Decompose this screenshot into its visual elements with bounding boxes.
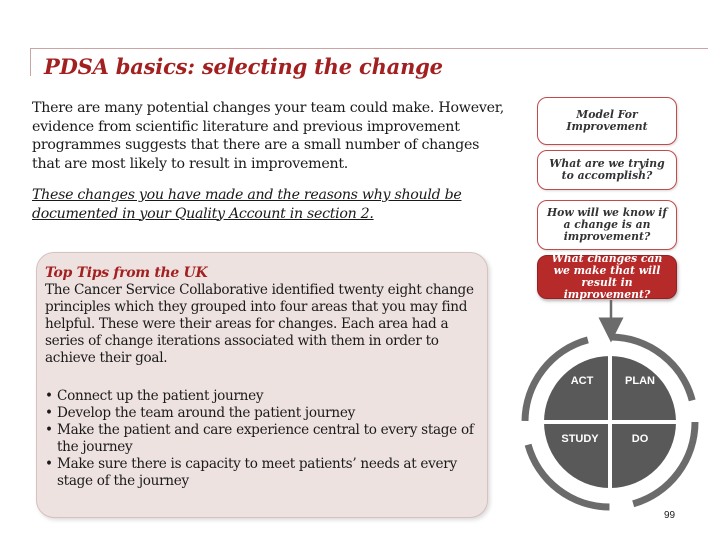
question-change: What changes can we make that will result in improvement? — [551, 252, 663, 301]
page-title: PDSA basics: selecting the change — [44, 54, 443, 79]
title-rule-left — [30, 48, 31, 76]
list-item: • Make sure there is capacity to meet patients’ needs at every stage of the journey — [45, 456, 479, 490]
intro-paragraph: There are many potential changes your team could make. However, evidence from scientific literature and previous improvement programmes suggests that there are a small number of changes that are most likely to result in improvement. — [32, 100, 504, 172]
question-change-box — [537, 252, 677, 301]
quality-account-note: These changes you have made and the reasons why should be documented in your Quality Account in section 2. — [32, 187, 462, 222]
question-aim: What are we trying to accomplish? — [549, 157, 665, 182]
cycle-plan-label: PLAN — [625, 375, 655, 387]
list-item: • Connect up the patient journey — [45, 388, 479, 405]
cycle-study-label: STUDY — [561, 433, 599, 445]
page-number: 99 — [664, 510, 676, 521]
pdsa-cycle-diagram — [510, 296, 710, 516]
question-aim-box — [537, 150, 677, 190]
cycle-do-label: DO — [631, 433, 649, 445]
model-heading: Model For Improvement — [566, 108, 648, 133]
question-measure: How will we know if a change is an improvement? — [546, 206, 668, 243]
model-heading-box — [537, 97, 677, 145]
title-rule — [30, 48, 708, 49]
change-areas-list — [45, 388, 479, 490]
cycle-act-label: ACT — [570, 375, 594, 387]
list-item: • Make the patient and care experience central to every stage of the journey — [45, 422, 479, 456]
top-tips-panel — [36, 252, 488, 518]
top-tips-body: The Cancer Service Collaborative identified twenty eight change principles which they grouped into four areas that you may find helpful. These were their areas for changes. Each area had a series of change iterations associated with them in order to achieve their goal. — [45, 282, 474, 366]
top-tips-title: Top Tips from the UK — [45, 265, 208, 281]
question-measure-box — [537, 200, 677, 250]
list-item: • Develop the team around the patient journey — [45, 405, 479, 422]
